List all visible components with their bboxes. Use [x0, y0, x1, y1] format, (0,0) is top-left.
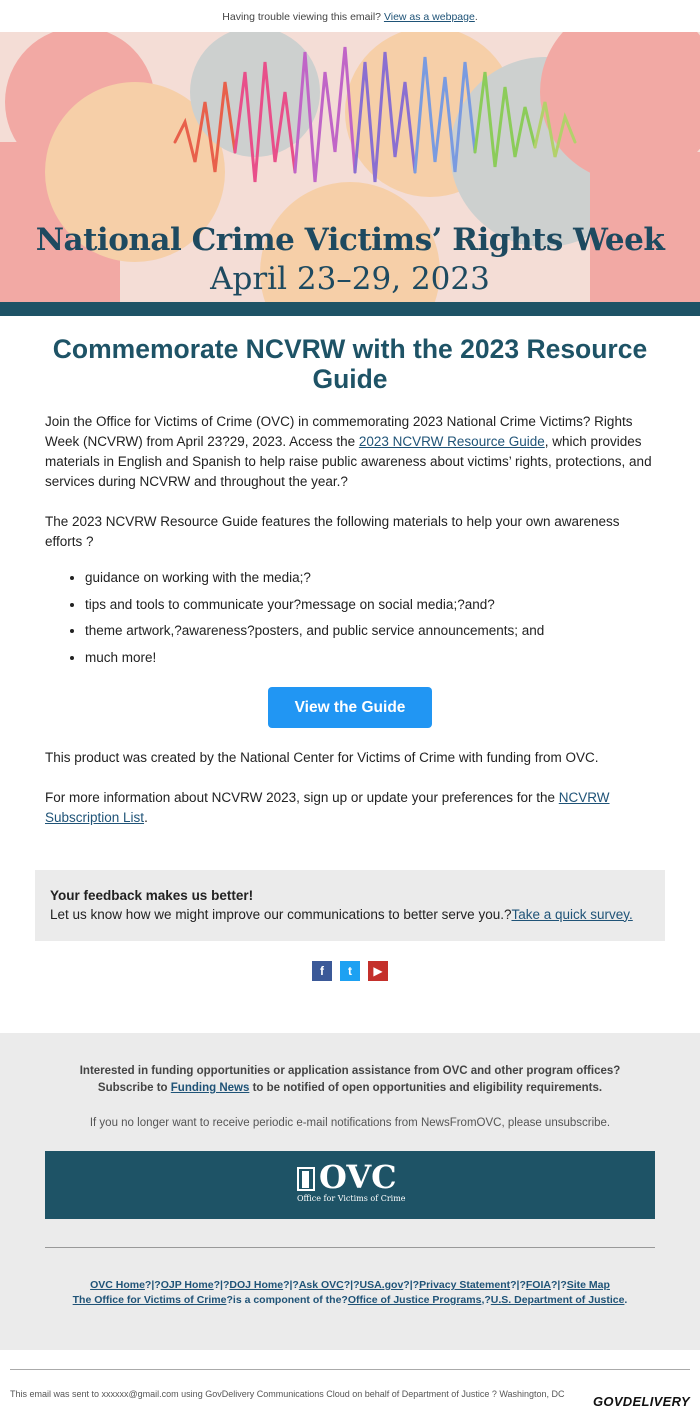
funding-notice: Interested in funding opportunities or application assistance from OVC and other program offices? Subscribe to Funding News to be notified of open opportunities and eligibility requirements.	[79, 1065, 621, 1094]
foia-link[interactable]: FOIA	[525, 1279, 551, 1291]
ovc-logo-banner[interactable]	[45, 1151, 655, 1219]
ovc-home-link[interactable]: OVC Home	[90, 1279, 145, 1291]
webpage-notice-text: Having trouble viewing this email?	[222, 11, 382, 23]
funding-news-link[interactable]: Funding News	[170, 1082, 250, 1094]
privacy-statement-link[interactable]: Privacy Statement	[419, 1279, 511, 1291]
youtube-icon[interactable]: ▶	[368, 961, 388, 981]
usa-gov-link[interactable]: USA.gov	[359, 1279, 404, 1291]
hero-banner	[0, 32, 700, 302]
feedback-title: Your feedback makes us better!	[50, 887, 254, 903]
page-title: Commemorate NCVRW with the 2023 Resource Guide	[52, 334, 648, 394]
ojp-home-link[interactable]: OJP Home	[160, 1279, 214, 1291]
subscription-list-link[interactable]: NCVRW Subscription List	[45, 789, 610, 825]
sent-to-notice: This email was sent to xxxxxx@gmail.com using GovDelivery Communications Cloud on behalf of Department of Justice ? Washington, DC	[10, 1389, 565, 1399]
feedback-box	[35, 870, 665, 941]
list-item: • guidance on working with the media;?	[85, 569, 655, 587]
view-guide-button[interactable]: View the Guide	[268, 687, 432, 728]
ovc-logo-text: OVC	[319, 1158, 397, 1196]
ovc-component-link[interactable]: The Office for Victims of Crime	[72, 1294, 227, 1306]
hero-date: April 23–29, 2023	[210, 261, 490, 297]
govdelivery-logo[interactable]: GOVDELIVERY	[593, 1394, 690, 1409]
door-icon	[297, 1167, 315, 1191]
unsubscribe-text: If you no longer want to receive periodic e-mail notifications from NewsFromOVC, please unsubscribe.	[89, 1117, 611, 1129]
social-links	[0, 961, 700, 981]
email-bottom	[0, 1350, 700, 1422]
footer-links: OVC Home?|?OJP Home?|?DOJ Home?|?Ask OVC?|?USA.gov?|?Privacy Statement?|?FOIA?|?Site Map The Office for Victims of Crime?is a component of the?Office of Justice Programs,?U.S. Department of Justice.	[72, 1279, 628, 1306]
cta-wrapper	[45, 687, 655, 728]
footer	[0, 1033, 700, 1350]
survey-link[interactable]: Take a quick survey.	[511, 906, 633, 922]
list-item: • much more!	[85, 649, 655, 667]
bottom-divider	[10, 1369, 690, 1370]
webpage-notice: Having trouble viewing this email? View as a webpage.	[222, 11, 478, 23]
features-intro: The 2023 NCVRW Resource Guide features the following materials to help your own awareness efforts ?	[45, 514, 620, 549]
materials-list	[45, 569, 655, 667]
ovc-logo-subtitle: Office for Victims of Crime	[297, 1194, 406, 1203]
footer-divider	[45, 1247, 655, 1248]
list-item: • theme artwork,?awareness?posters, and public service announcements; and	[85, 622, 655, 640]
intro-paragraph: Join the Office for Victims of Crime (OVC) in commemorating 2023 National Crime Victims? Rights Week (NCVRW) from April 23?29, 2023. Access the 2023 NCVRW Resource Guide, which provides materials in English and Spanish to help raise public awareness about victims’ rights, protections, and services during NCVRW and throughout the year.?	[45, 414, 652, 489]
view-as-webpage-link[interactable]: View as a webpage	[383, 11, 475, 23]
hero-band	[0, 302, 700, 316]
hero-title: National Crime Victims’ Rights Week	[35, 222, 665, 258]
resource-guide-link[interactable]: 2023 NCVRW Resource Guide	[358, 434, 545, 449]
site-map-link[interactable]: Site Map	[566, 1279, 610, 1291]
twitter-icon[interactable]: t	[340, 961, 360, 981]
facebook-icon[interactable]: f	[312, 961, 332, 981]
ojp-link[interactable]: Office of Justice Programs	[347, 1294, 482, 1306]
more-info-paragraph: For more information about NCVRW 2023, sign up or update your preferences for the NCVRW Subscription List.	[45, 789, 610, 825]
feedback-text: Let us know how we might improve our communications to better serve you.?Take a quick survey.	[50, 906, 633, 922]
doj-home-link[interactable]: DOJ Home	[229, 1279, 284, 1291]
doj-link[interactable]: U.S. Department of Justice	[490, 1294, 625, 1306]
ask-ovc-link[interactable]: Ask OVC	[298, 1279, 344, 1291]
list-item: • tips and tools to communicate your?message on social media;?and?	[85, 596, 655, 614]
main-content	[0, 334, 700, 828]
credit-text: This product was created by the National Center for Victims of Crime with funding from OVC.	[45, 749, 599, 765]
